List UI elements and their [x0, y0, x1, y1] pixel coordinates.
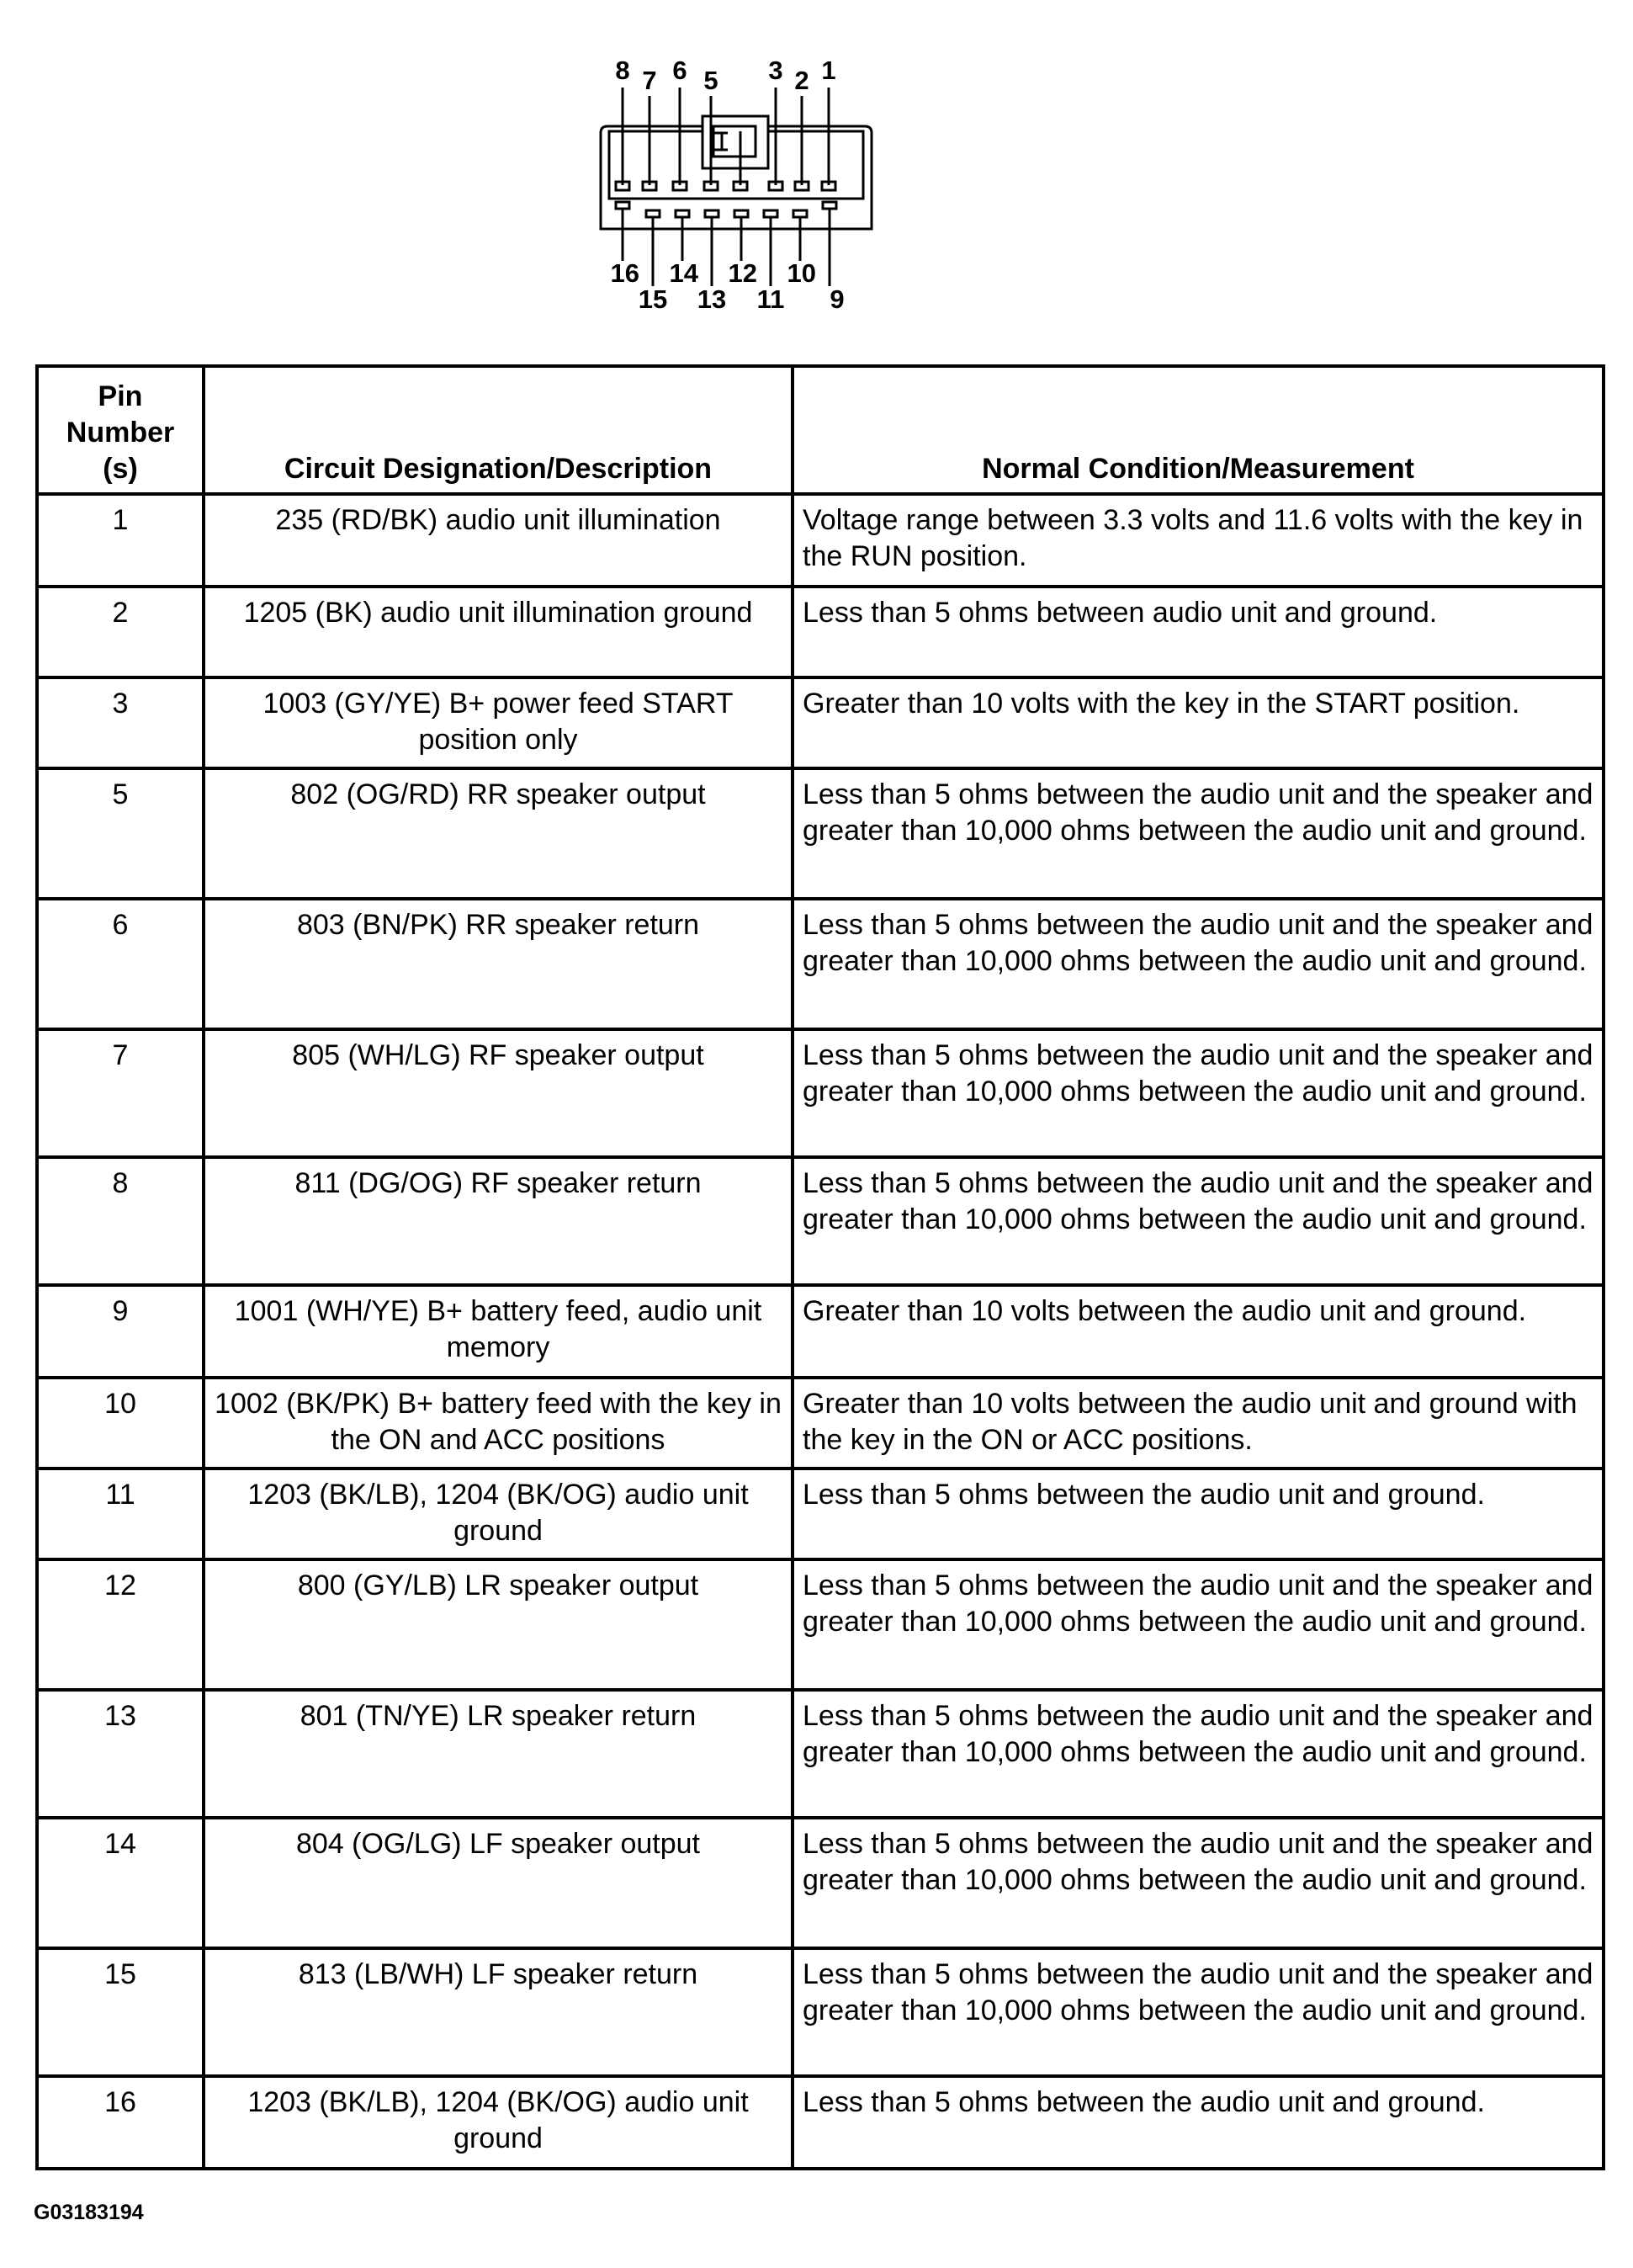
pin-label-1: 1	[821, 56, 836, 85]
measurement-cell: Less than 5 ohms between audio unit and ground.	[793, 587, 1604, 677]
pinout-table	[35, 364, 1605, 2170]
table-body	[37, 494, 1604, 2169]
measurement-cell: Less than 5 ohms between the audio unit and the speaker and greater than 10,000 ohms between the audio unit and ground.	[793, 768, 1604, 899]
circuit-cell: 803 (BN/PK) RR speaker return	[204, 899, 793, 1029]
pin-number-cell: 5	[37, 768, 204, 899]
table-row	[37, 677, 1604, 768]
pin-label-6: 6	[672, 56, 687, 85]
pin-label-7: 7	[642, 66, 657, 95]
pin-number-cell: 9	[37, 1285, 204, 1378]
circuit-cell: 805 (WH/LG) RF speaker output	[204, 1029, 793, 1157]
pin-label-8: 8	[615, 56, 630, 85]
circuit-cell: 811 (DG/OG) RF speaker return	[204, 1157, 793, 1285]
header-pin-number: Pin Number (s)	[37, 366, 204, 494]
pin-label-13: 13	[697, 284, 727, 314]
table-row	[37, 1378, 1604, 1469]
pin-number-cell: 8	[37, 1157, 204, 1285]
pin-label-9: 9	[830, 284, 845, 314]
pin-number-cell: 11	[37, 1469, 204, 1559]
circuit-cell: 1205 (BK) audio unit illumination ground	[204, 587, 793, 677]
circuit-cell: 1203 (BK/LB), 1204 (BK/OG) audio unit ground	[204, 1469, 793, 1559]
measurement-cell: Greater than 10 volts between the audio unit and ground.	[793, 1285, 1604, 1378]
header-circuit: Circuit Designation/Description	[204, 366, 793, 494]
measurement-cell: Greater than 10 volts between the audio unit and ground with the key in the ON or ACC positions.	[793, 1378, 1604, 1469]
circuit-cell: 813 (LB/WH) LF speaker return	[204, 1948, 793, 2076]
table-row	[37, 768, 1604, 899]
circuit-cell: 802 (OG/RD) RR speaker output	[204, 768, 793, 899]
table-row	[37, 1948, 1604, 2076]
table-row	[37, 899, 1604, 1029]
circuit-cell: 235 (RD/BK) audio unit illumination	[204, 494, 793, 587]
connector-body	[601, 88, 872, 286]
connector-diagram	[581, 50, 900, 320]
pin-number-cell: 1	[37, 494, 204, 587]
table-row	[37, 1818, 1604, 1948]
measurement-cell: Less than 5 ohms between the audio unit and the speaker and greater than 10,000 ohms between the audio unit and ground.	[793, 1157, 1604, 1285]
table-row	[37, 2076, 1604, 2169]
table-row	[37, 1029, 1604, 1157]
pin-number-cell: 13	[37, 1690, 204, 1818]
pin-label-11: 11	[756, 284, 785, 314]
pin-number-cell: 7	[37, 1029, 204, 1157]
measurement-cell: Less than 5 ohms between the audio unit and the speaker and greater than 10,000 ohms between the audio unit and ground.	[793, 1690, 1604, 1818]
measurement-cell: Less than 5 ohms between the audio unit and ground.	[793, 2076, 1604, 2169]
header-measurement: Normal Condition/Measurement	[793, 366, 1604, 494]
circuit-cell: 800 (GY/LB) LR speaker output	[204, 1559, 793, 1690]
table-row	[37, 1157, 1604, 1285]
pin-number-cell: 2	[37, 587, 204, 677]
pin-label-3: 3	[768, 56, 783, 85]
table-row	[37, 1285, 1604, 1378]
measurement-cell: Less than 5 ohms between the audio unit and ground.	[793, 1469, 1604, 1559]
pin-number-cell: 6	[37, 899, 204, 1029]
pin-label-5: 5	[703, 66, 718, 95]
measurement-cell: Less than 5 ohms between the audio unit and the speaker and greater than 10,000 ohms between the audio unit and ground.	[793, 1029, 1604, 1157]
pin-label-14: 14	[669, 258, 698, 288]
circuit-cell: 804 (OG/LG) LF speaker output	[204, 1818, 793, 1948]
table-row	[37, 494, 1604, 587]
circuit-cell: 1203 (BK/LB), 1204 (BK/OG) audio unit ground	[204, 2076, 793, 2169]
pin-number-cell: 14	[37, 1818, 204, 1948]
pin-label-16: 16	[610, 258, 639, 288]
table-row	[37, 1690, 1604, 1818]
pin-label-10: 10	[787, 258, 816, 288]
table-row	[37, 1469, 1604, 1559]
figure-code: G03183194	[34, 2201, 144, 2224]
pin-label-2: 2	[794, 66, 809, 95]
circuit-cell: 1002 (BK/PK) B+ battery feed with the key in the ON and ACC positions	[204, 1378, 793, 1469]
table-row	[37, 587, 1604, 677]
measurement-cell: Less than 5 ohms between the audio unit and the speaker and greater than 10,000 ohms between the audio unit and ground.	[793, 1948, 1604, 2076]
pin-number-cell: 16	[37, 2076, 204, 2169]
circuit-cell: 801 (TN/YE) LR speaker return	[204, 1690, 793, 1818]
measurement-cell: Less than 5 ohms between the audio unit and the speaker and greater than 10,000 ohms between the audio unit and ground.	[793, 1559, 1604, 1690]
pin-number-cell: 12	[37, 1559, 204, 1690]
pin-number-cell: 15	[37, 1948, 204, 2076]
pin-label-15: 15	[638, 284, 668, 314]
pin-label-12: 12	[728, 258, 757, 288]
measurement-cell: Less than 5 ohms between the audio unit and the speaker and greater than 10,000 ohms between the audio unit and ground.	[793, 1818, 1604, 1948]
measurement-cell: Voltage range between 3.3 volts and 11.6 volts with the key in the RUN position.	[793, 494, 1604, 587]
measurement-cell: Less than 5 ohms between the audio unit and the speaker and greater than 10,000 ohms between the audio unit and ground.	[793, 899, 1604, 1029]
measurement-cell: Greater than 10 volts with the key in the START position.	[793, 677, 1604, 768]
pin-number-cell: 10	[37, 1378, 204, 1469]
circuit-cell: 1001 (WH/YE) B+ battery feed, audio unit memory	[204, 1285, 793, 1378]
table-header-row	[37, 366, 1604, 494]
table-row	[37, 1559, 1604, 1690]
circuit-cell: 1003 (GY/YE) B+ power feed START position only	[204, 677, 793, 768]
pin-number-cell: 3	[37, 677, 204, 768]
